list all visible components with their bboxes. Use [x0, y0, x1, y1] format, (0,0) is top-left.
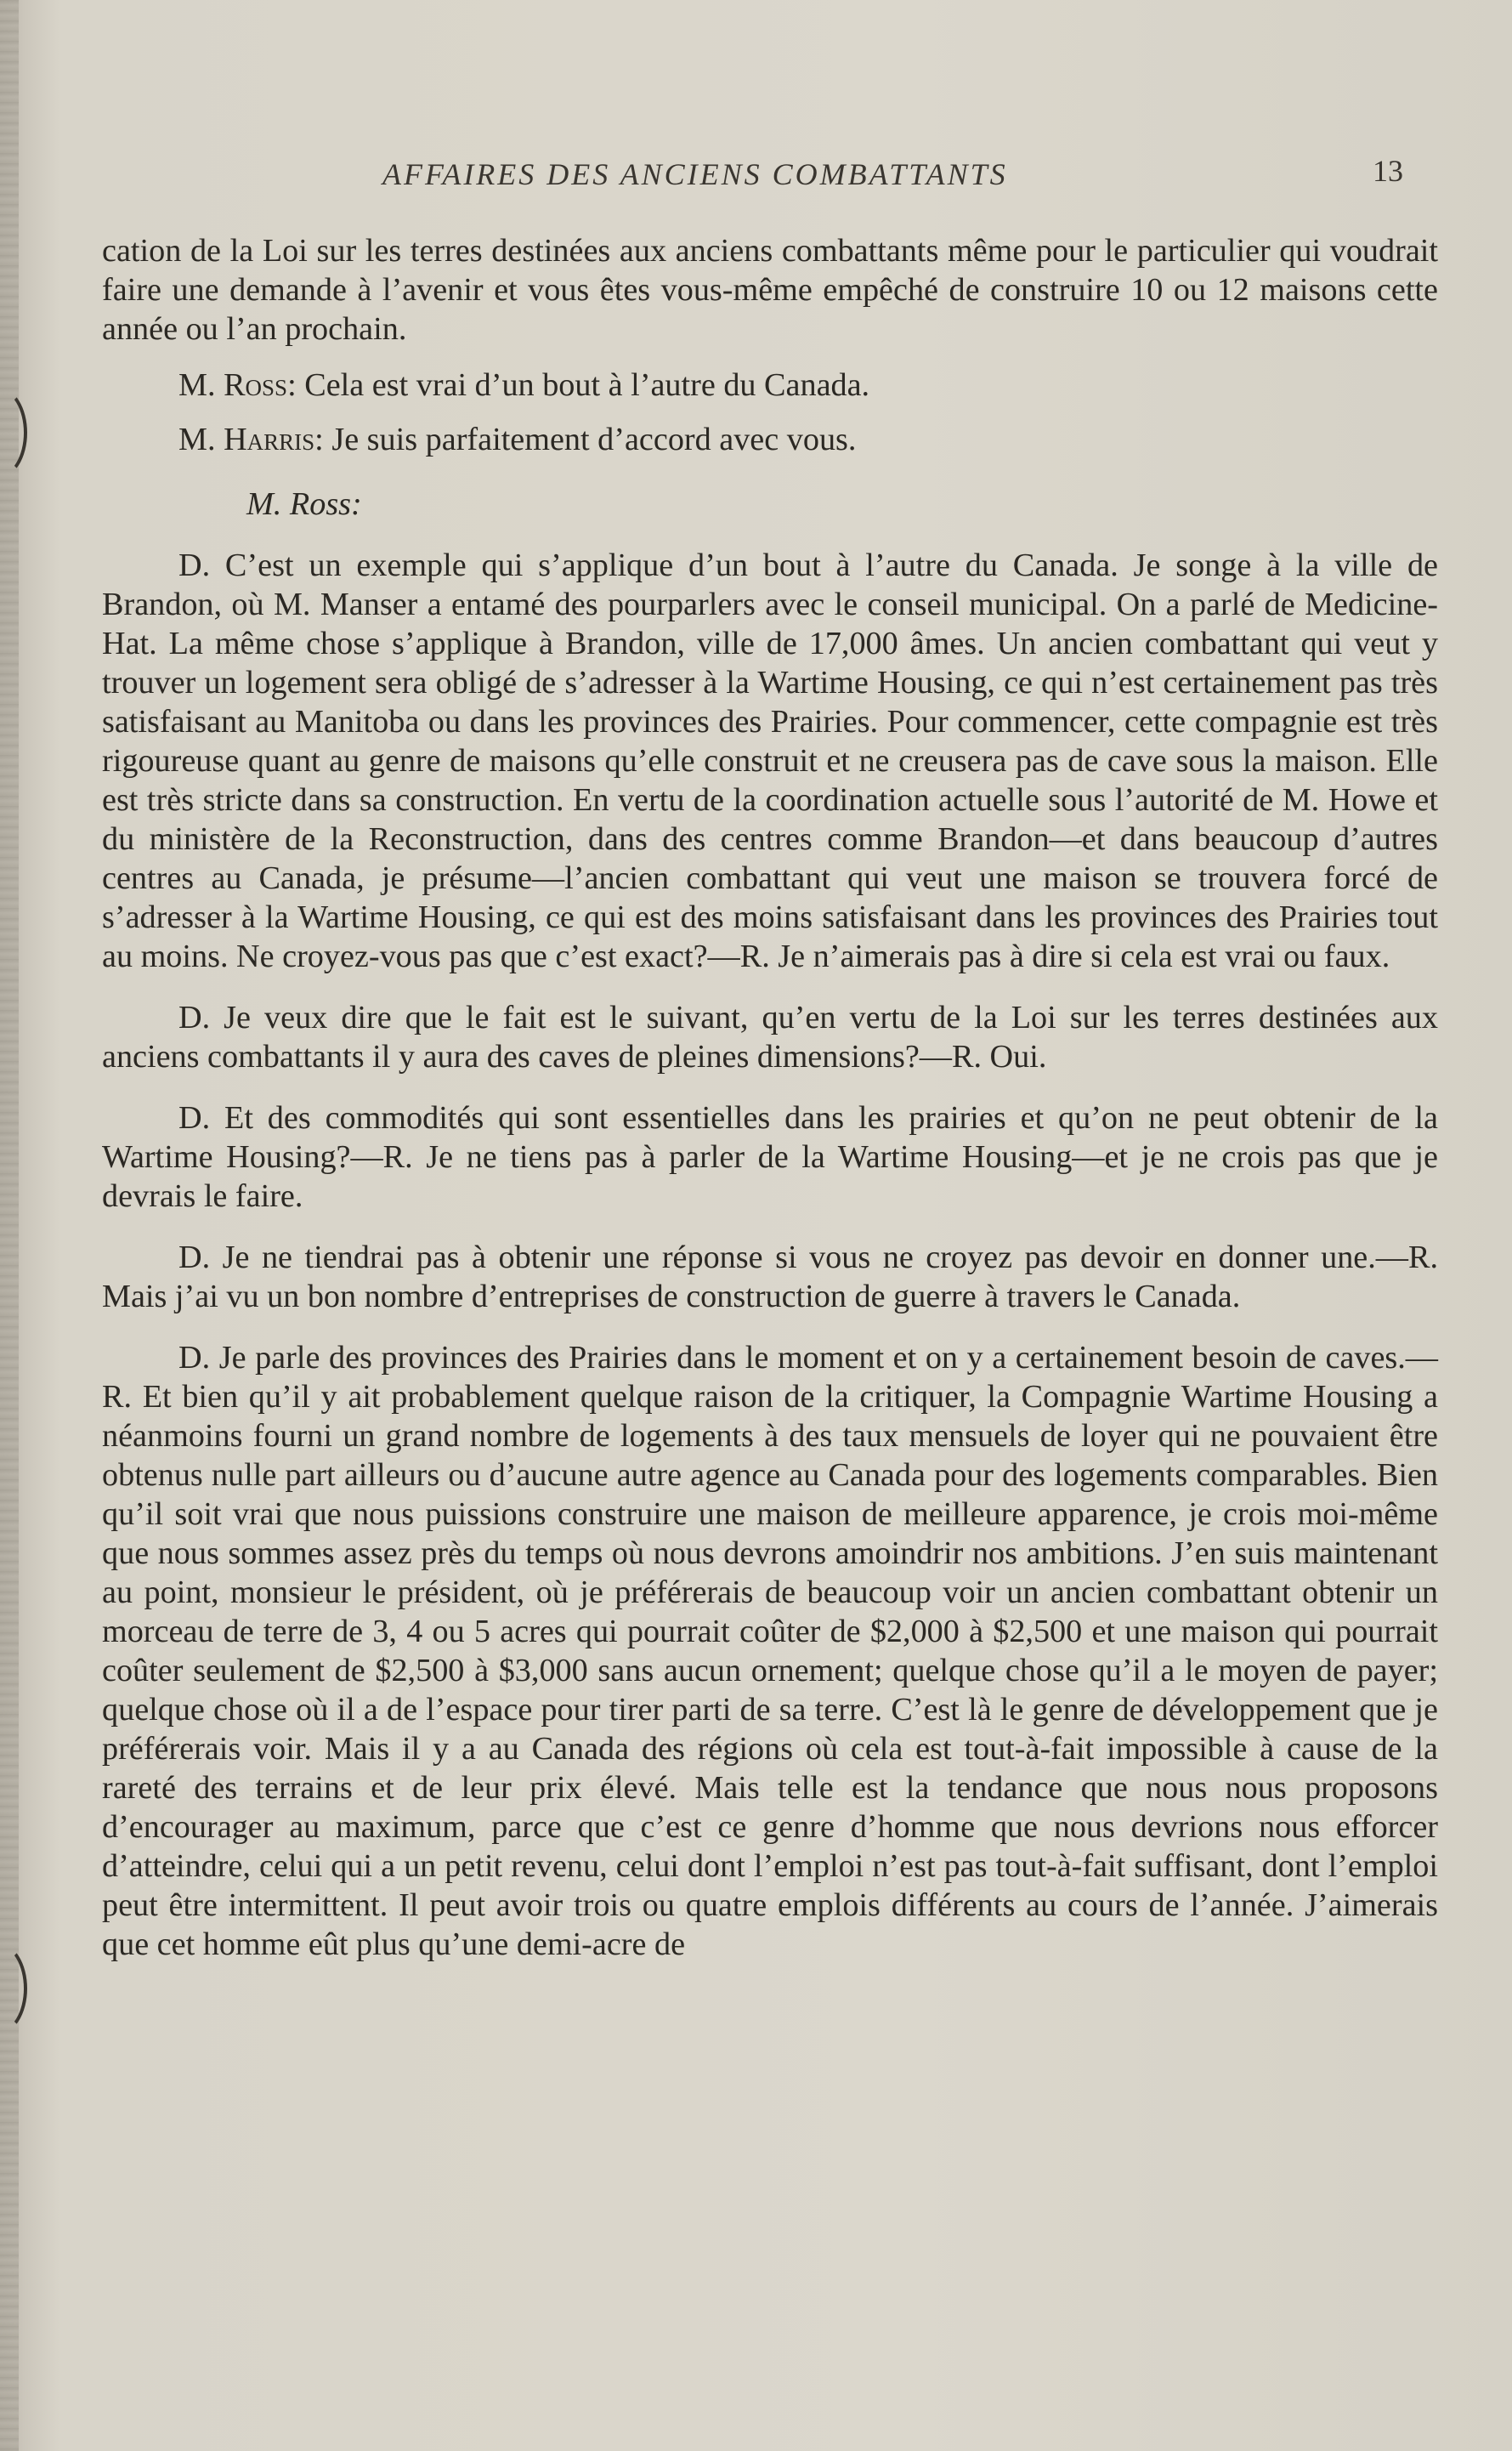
speaker-prefix: M.	[178, 422, 224, 457]
statement-text: : Je suis parfaitement d’accord avec vous.	[314, 422, 857, 457]
running-head	[102, 153, 1437, 196]
statement-ross	[102, 366, 1438, 405]
question-paragraph: D. Et des commodités qui sont essentielles dans les prairies et qu’on ne peut obtenir de la Wartime Housing?—R. Je ne tiens pas à parler de la Wartime Housing—et je ne crois pas que je devrais le faire.	[102, 1100, 1438, 1214]
body-text	[102, 231, 1438, 1986]
question-paragraph: D. Je veux dire que le fait est le suivant, qu’en vertu de la Loi sur les terres destinées aux anciens combattants il y aura des caves de pleines dimensions?—R. Oui.	[102, 1000, 1438, 1075]
running-title: AFFAIRES DES ANCIENS COMBATTANTS	[382, 157, 1008, 191]
speaker-name: Ross	[224, 367, 288, 403]
statement-harris	[102, 420, 1438, 459]
speaker-heading: M. Ross:	[246, 486, 362, 522]
punch-hole-bottom	[0, 1943, 27, 2034]
page-number: 13	[1373, 154, 1403, 188]
speaker-prefix: M.	[178, 367, 224, 403]
binding-edge	[0, 0, 19, 2451]
speaker-name: Harris	[224, 422, 315, 457]
punch-hole-top	[0, 387, 27, 479]
question-paragraph: D. C’est un exemple qui s’applique d’un bout à l’autre du Canada. Je songe à la ville de Brandon, où M. Manser a entamé des pourparlers avec le conseil municipal. On a parlé de Medicine-Hat. La même chose s’applique à Brandon, ville de 17,000 âmes. Un ancien combattant qui veut y trouver un logement sera obligé de s’adresser à la Wartime Housing, ce qui n’est certainement pas très satisfaisant au Manitoba ou dans les provinces des Prairies. Pour commencer, cette compagnie est très rigoureuse quant au genre de maisons qu’elle construit et ne creusera pas de cave sous la maison. Elle est très stricte dans sa construction. En vertu de la coordination actuelle sous l’autorité de M. Howe et du ministère de la Reconstruction, dans des centres comme Brandon—et dans beaucoup d’autres centres au Canada, je présume—l’ancien combattant qui veut une maison se trouvera forcé de s’adresser à la Wartime Housing, ce qui est des moins satisfaisant dans les provinces des Prairies tout au moins. Ne croyez-vous pas que c’est exact?—R. Je n’aimerais pas à dire si cela est vrai ou faux.	[102, 548, 1438, 974]
question-paragraph: D. Je ne tiendrai pas à obtenir une réponse si vous ne croyez pas devoir en donner une.—R. Mais j’ai vu un bon nombre d’entreprises de construction de guerre à travers le Canada.	[102, 1240, 1438, 1314]
question-paragraph: D. Je parle des provinces des Prairies dans le moment et on y a certainement besoin de caves.—R. Et bien qu’il y ait probablement quelque raison de la critiquer, la Compagnie Wartime Housing a néanmoins fourni un grand nombre de logements à des taux mensuels de loyer qui ne pouvaient être obtenus nulle part ailleurs ou d’aucune autre agence au Canada pour des logements comparables. Bien qu’il soit vrai que nous puissions construire une maison de meilleure apparence, je crois moi-même que nous sommes assez près du temps où nous devrons amoindrir nos ambitions. J’en suis maintenant au point, monsieur le président, où je préférerais de beaucoup voir un ancien combattant obtenir un morceau de terre de 3, 4 ou 5 acres qui pourrait coûter de $2,000 à $2,500 et une maison qui pourrait coûter seulement de $2,500 à $3,000 sans aucun ornement; quelque chose qu’il a le moyen de payer; quelque chose où il a de l’espace pour tirer parti de sa terre. C’est là le genre de développement que je préférerais voir. Mais il y a au Canada des régions où cela est tout-à-fait impossible à cause de la rareté des terrains et de leur prix élevé. Mais telle est la tendance que nous nous proposons d’encourager au maximum, parce que c’est ce genre d’homme que nous devrions nous efforcer d’atteindre, celui qui a un petit revenu, celui dont l’emploi n’est pas tout-à-fait suffisant, dont l’emploi peut être intermittent. Il peut avoir trois ou quatre emplois différents au cours de l’année. J’aimerais que cet homme eût plus qu’une demi-acre de	[102, 1340, 1438, 1962]
continuation-paragraph: cation de la Loi sur les terres destinées aux anciens combattants même pour le particulier qui voudrait faire une demande à l’avenir et vous êtes vous-même empêché de construire 10 ou 12 maisons cette année ou l’an prochain.	[102, 233, 1438, 347]
statement-text: : Cela est vrai d’un bout à l’autre du Canada.	[287, 367, 870, 403]
